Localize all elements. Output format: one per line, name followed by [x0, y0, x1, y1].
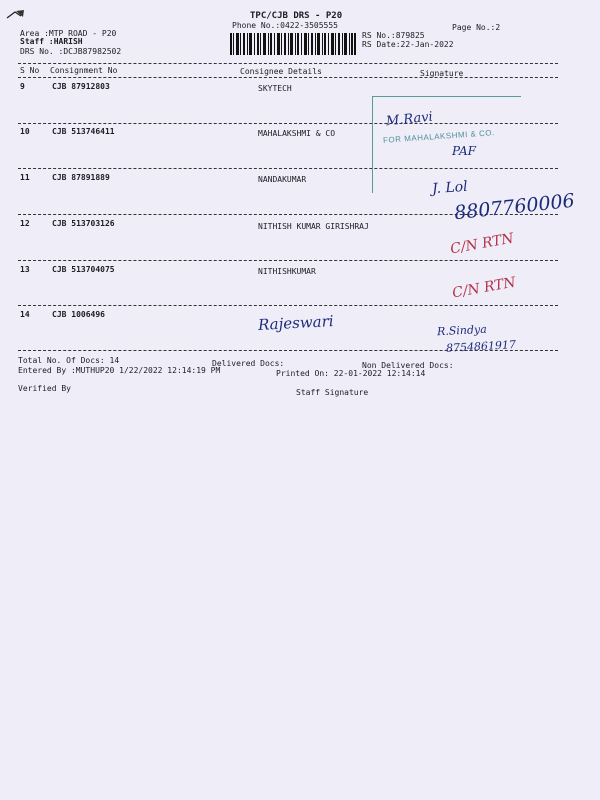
delivered-docs: Delivered Docs: — [212, 359, 285, 368]
scan-corner-mark-icon — [6, 8, 26, 22]
row-divider — [18, 260, 558, 261]
row-consignment-no: CJB 1006496 — [52, 310, 105, 319]
column-header-consignee: Consignee Details — [240, 67, 322, 76]
entered-by: Entered By :MUTHUP20 1/22/2022 12:14:19 PM — [18, 366, 221, 375]
verified-by: Verified By — [18, 384, 71, 393]
phone-number: Phone No.:0422-3505555 — [232, 21, 338, 30]
staff-signature-label: Staff Signature — [296, 388, 369, 397]
barcode — [230, 33, 356, 55]
column-header-sno: S No — [20, 66, 40, 75]
row-sno: 14 — [20, 310, 30, 319]
row-consignee: NITHISH KUMAR GIRISHRAJ — [258, 222, 369, 231]
row-consignment-no: CJB 513704075 — [52, 265, 115, 274]
row-consignment-no: CJB 87912803 — [52, 82, 110, 91]
row-consignment-no: CJB 513703126 — [52, 219, 115, 228]
row-consignment-no: CJB 513746411 — [52, 127, 115, 136]
total-docs: Total No. Of Docs: 14 — [18, 356, 120, 365]
printed-on: Printed On: 22-01-2022 12:14:14 — [276, 369, 426, 378]
row-consignee: NANDAKUMAR — [258, 175, 307, 184]
handwritten-return-note: C/N RTN — [449, 230, 515, 258]
divider — [18, 63, 558, 64]
column-header-signature: Signature — [420, 69, 464, 78]
row-consignee: NITHISHKUMAR — [258, 267, 316, 276]
row-sno: 12 — [20, 219, 30, 228]
row-consignment-no: CJB 87891889 — [52, 173, 110, 182]
handwritten-signature: R.Sindya — [436, 322, 488, 339]
column-header-consignment: Consignment No — [50, 66, 118, 75]
row-divider — [18, 305, 558, 306]
non-delivered-docs: Non Delivered Docs: — [362, 361, 454, 370]
handwritten-phone-number: 8807760006 — [453, 189, 576, 225]
company-stamp — [372, 96, 521, 193]
divider — [18, 77, 558, 78]
handwritten-initials: PAF — [452, 144, 476, 158]
staff-label: Staff :HARISH — [20, 37, 83, 46]
stamp-text: FOR MAHALAKSHMI & CO. — [382, 128, 496, 145]
handwritten-phone-number: 8754861917 — [445, 338, 517, 355]
row-sno: 13 — [20, 265, 30, 274]
handwritten-receiver-name: Rajeswari — [257, 312, 334, 334]
page-number: Page No.:2 — [452, 23, 501, 32]
handwritten-return-note: C/N RTN — [451, 274, 517, 302]
document-title: TPC/CJB DRS - P20 — [250, 11, 343, 21]
rs-date: RS Date:22-Jan-2022 — [362, 40, 454, 49]
row-consignee: SKYTECH — [258, 84, 292, 93]
handwritten-signature: J. Lol — [431, 178, 469, 198]
row-consignee: MAHALAKSHMI & CO — [258, 129, 336, 138]
rs-number: RS No.:879825 — [362, 31, 425, 40]
area-label: Area :MTP ROAD - P20 — [20, 29, 117, 38]
row-sno: 11 — [20, 173, 30, 182]
row-sno: 9 — [20, 82, 25, 91]
handwritten-signature: M.Ravi — [385, 109, 434, 130]
row-sno: 10 — [20, 127, 30, 136]
drs-number: DRS No. :DCJB87982502 — [20, 47, 122, 56]
